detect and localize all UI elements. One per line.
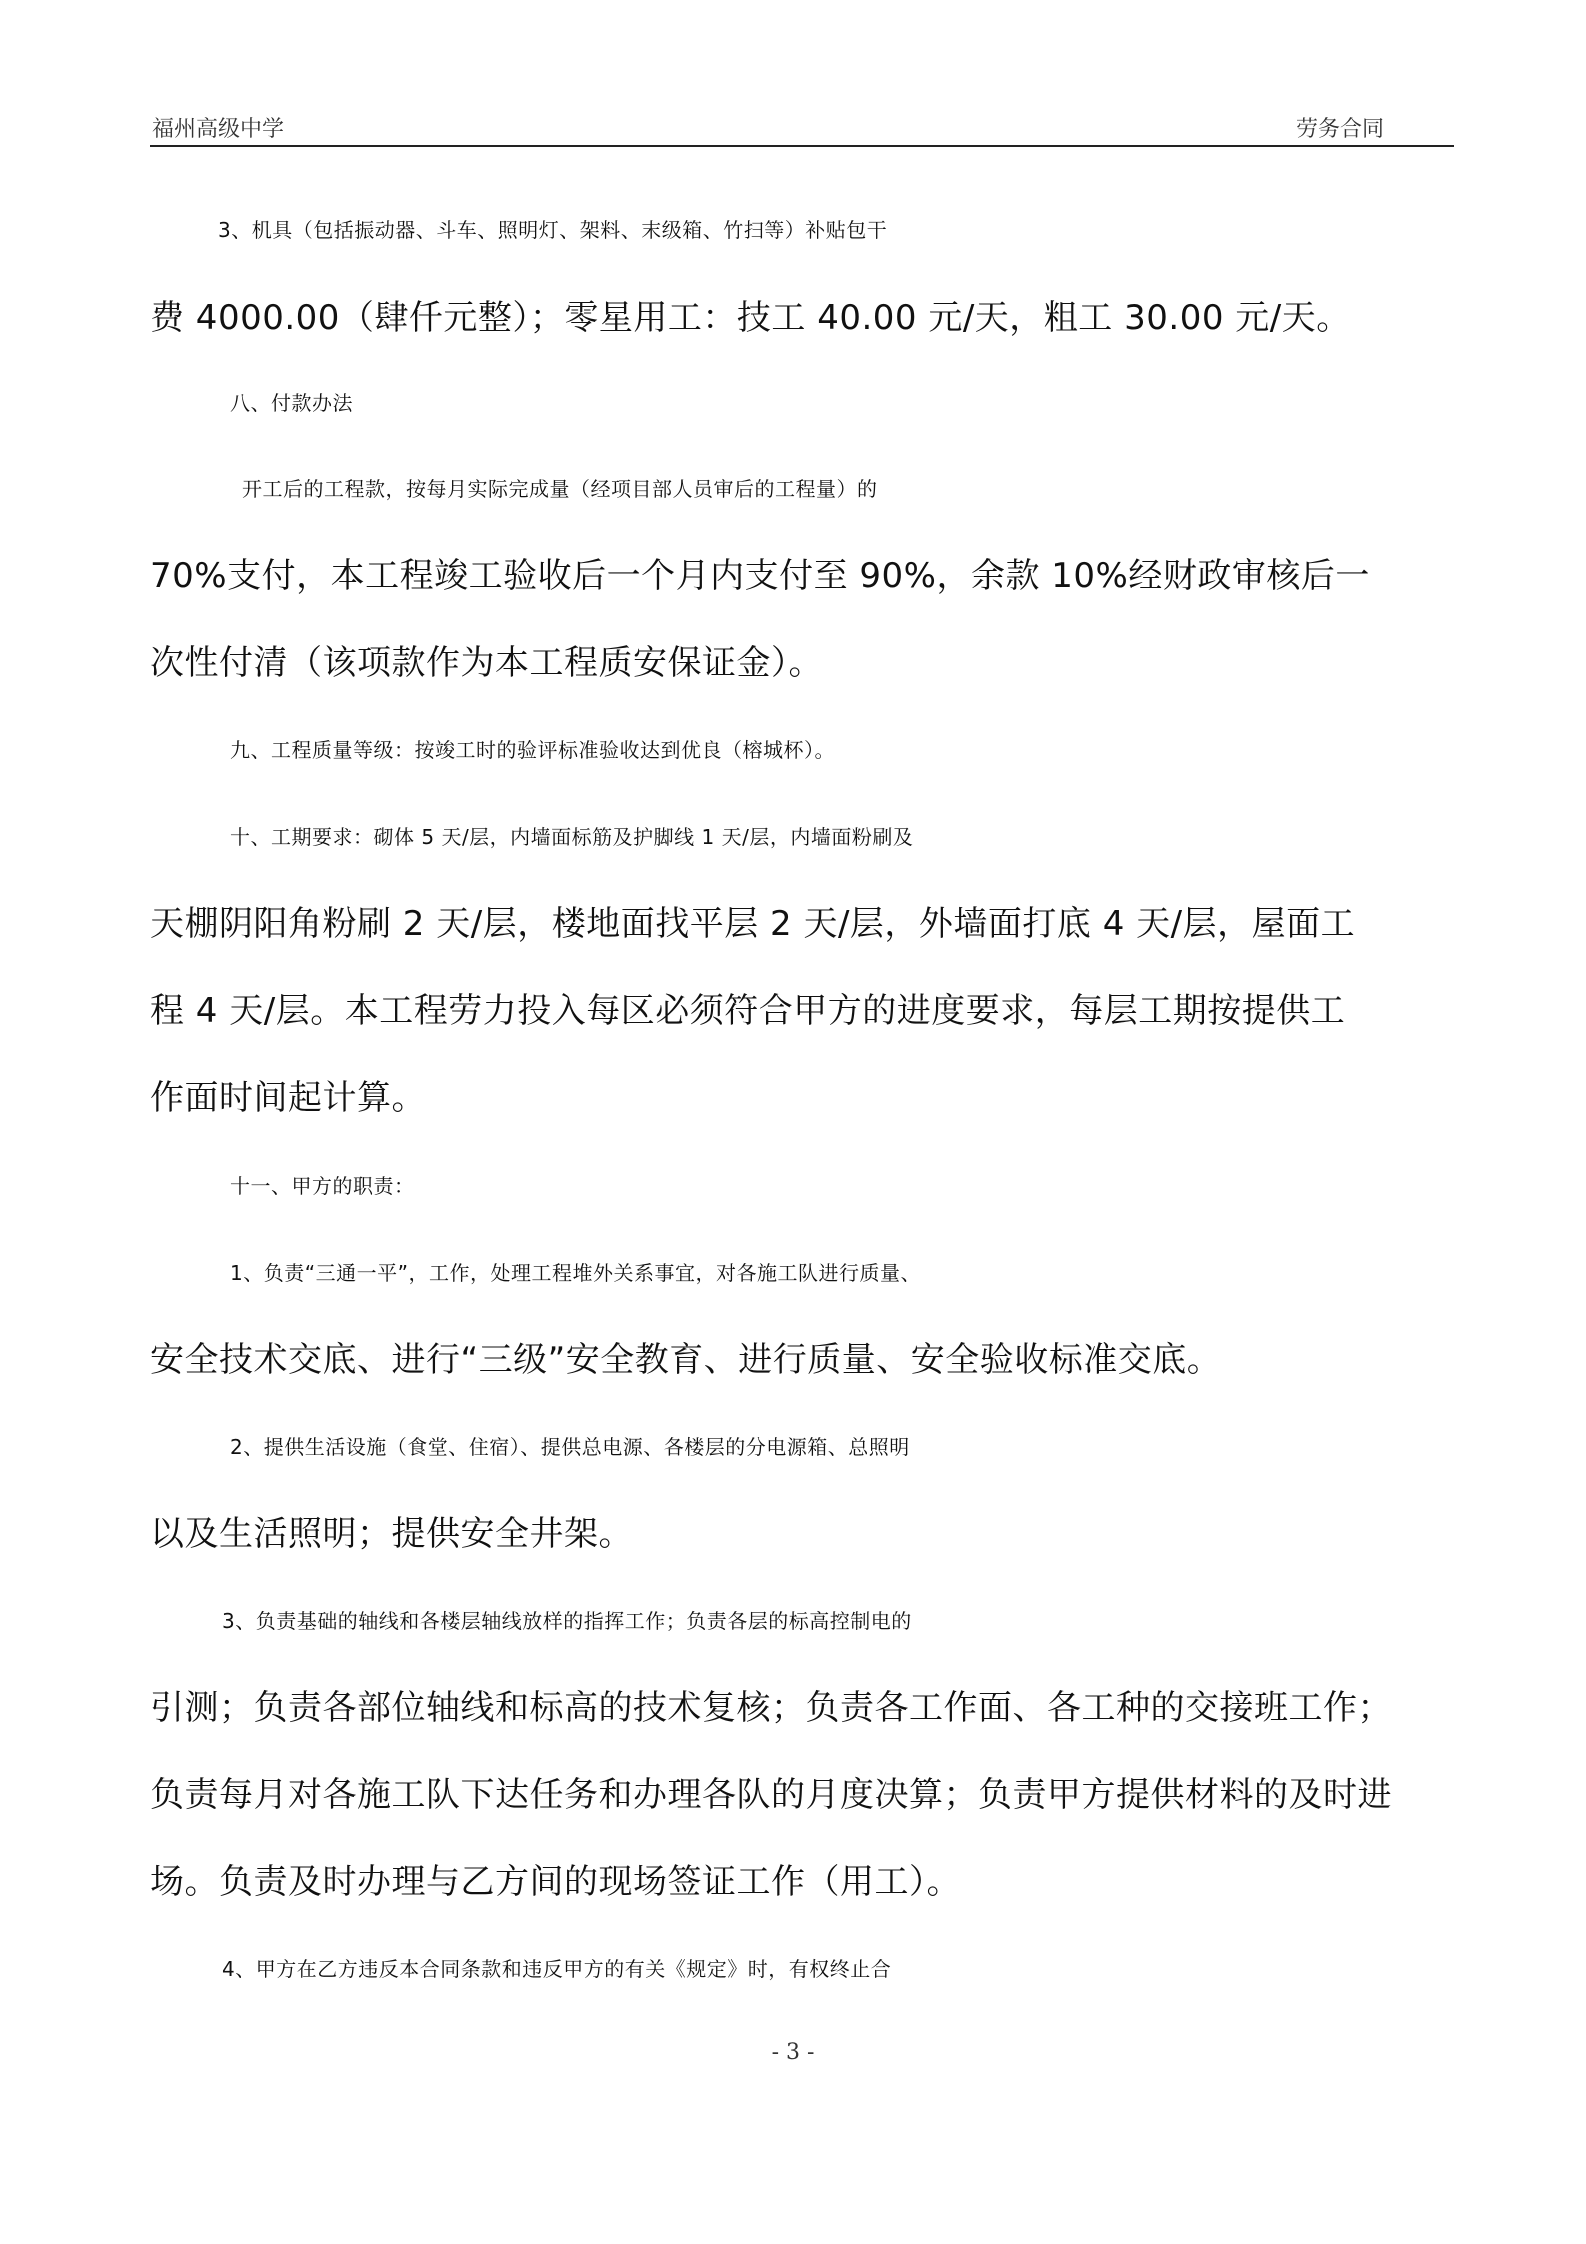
section-heading-schedule: 十、工期要求：砌体 5 天/层，内墙面标筋及护脚线 1 天/层，内墙面粉刷及 [230,825,914,849]
text-line: 次性付清（该项款作为本工程质安保证金）。 [150,643,823,683]
text-line: 引测；负责各部位轴线和标高的技术复核；负责各工作面、各工种的交接班工作； [150,1688,1392,1728]
text-line: 3、机具（包括振动器、斗车、照明灯、架料、末级箱、竹扫等）补贴包干 [218,218,888,242]
header-document-type: 劳务合同 [1295,117,1384,142]
section-heading-party-a-duties: 十一、甲方的职责： [230,1174,415,1198]
text-line: 程 4 天/层。本工程劳力投入每区必须符合甲方的进度要求，每层工期按提供工 [150,991,1346,1031]
text-line: 3、负责基础的轴线和各楼层轴线放样的指挥工作；负责各层的标高控制电的 [222,1609,912,1633]
text-line: 开工后的工程款，按每月实际完成量（经项目部人员审后的工程量）的 [242,477,878,501]
text-line: 费 4000.00（肆仟元整）；零星用工：技工 40.00 元/天，粗工 30.00 元/天。 [150,298,1351,338]
page-header [150,108,1454,148]
text-line: 负责每月对各施工队下达任务和办理各队的月度决算；负责甲方提供材料的及时进 [150,1775,1392,1815]
text-line: 1、负责“三通一平”，工作，处理工程堆外关系事宜，对各施工队进行质量、 [230,1261,921,1285]
header-divider [150,145,1454,147]
text-line: 4、甲方在乙方违反本合同条款和违反甲方的有关《规定》时，有权终止合 [222,1957,892,1981]
text-line: 场。负责及时办理与乙方间的现场签证工作（用工）。 [150,1862,961,1902]
text-line: 2、提供生活设施（食堂、住宿）、提供总电源、各楼层的分电源箱、总照明 [230,1435,910,1459]
text-line: 70%支付，本工程竣工验收后一个月内支付至 90%，余款 10%经财政审核后一 [150,556,1370,596]
text-line: 安全技术交底、进行“三级”安全教育、进行质量、安全验收标准交底。 [150,1340,1222,1380]
text-line: 作面时间起计算。 [150,1078,426,1118]
header-school-name: 福州高级中学 [152,117,285,142]
section-heading-payment: 八、付款办法 [230,391,353,415]
text-line: 以及生活照明；提供安全井架。 [150,1514,633,1554]
section-heading-quality: 九、工程质量等级：按竣工时的验评标准验收达到优良（榕城杯）。 [230,738,835,762]
page-number: - 3 - [771,2040,815,2065]
text-line: 天棚阴阳角粉刷 2 天/层，楼地面找平层 2 天/层，外墙面打底 4 天/层，屋面工 [150,904,1356,944]
